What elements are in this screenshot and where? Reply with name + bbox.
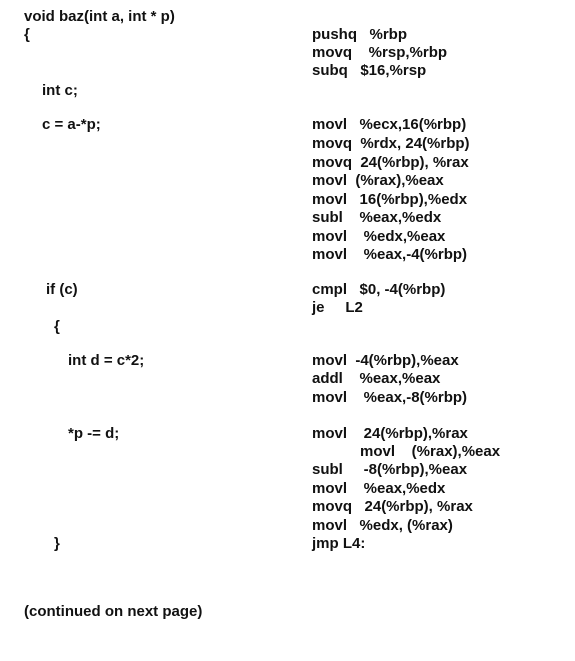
asm-line: je L2 xyxy=(312,299,363,316)
asm-line: movq 24(%rbp), %rax xyxy=(312,154,469,171)
asm-line: movl (%rax),%eax xyxy=(360,443,501,460)
asm-line: movl 16(%rbp),%edx xyxy=(312,191,468,208)
source-line-declare-d: int d = c*2; xyxy=(68,352,145,369)
asm-line: movl 24(%rbp),%rax xyxy=(312,425,468,442)
asm-line: movl -4(%rbp),%eax xyxy=(312,352,459,369)
asm-line: movl (%rax),%eax xyxy=(312,172,444,189)
asm-line: jmp L4: xyxy=(312,535,366,552)
source-line-if-open-brace: { xyxy=(54,318,60,335)
source-line-assign-c: c = a-*p; xyxy=(42,116,101,133)
source-line-if: if (c) xyxy=(46,281,78,298)
asm-line: subl %eax,%edx xyxy=(312,209,442,226)
asm-line: movl %ecx,16(%rbp) xyxy=(312,116,467,133)
source-line-if-close-brace: } xyxy=(54,535,60,552)
asm-line: subl -8(%rbp),%eax xyxy=(312,461,468,478)
source-line-declare-c: int c; xyxy=(42,82,78,99)
asm-line: movq 24(%rbp), %rax xyxy=(312,498,473,515)
asm-line: movq %rdx, 24(%rbp) xyxy=(312,135,470,152)
source-line-signature: void baz(int a, int * p) xyxy=(24,8,175,25)
asm-line: pushq %rbp xyxy=(312,26,407,43)
source-line-subtract-p: *p -= d; xyxy=(68,425,120,442)
asm-line: movl %eax,%edx xyxy=(312,480,446,497)
continued-note: (continued on next page) xyxy=(24,603,203,620)
asm-line: subq $16,%rsp xyxy=(312,62,427,79)
source-line-open-brace: { xyxy=(24,26,30,43)
asm-line: movl %edx, (%rax) xyxy=(312,517,453,534)
asm-line: movl %eax,-4(%rbp) xyxy=(312,246,468,263)
asm-line: cmpl $0, -4(%rbp) xyxy=(312,281,446,298)
asm-line: movl %edx,%eax xyxy=(312,228,446,245)
asm-line: movl %eax,-8(%rbp) xyxy=(312,389,468,406)
asm-line: addl %eax,%eax xyxy=(312,370,441,387)
asm-line: movq %rsp,%rbp xyxy=(312,44,448,61)
